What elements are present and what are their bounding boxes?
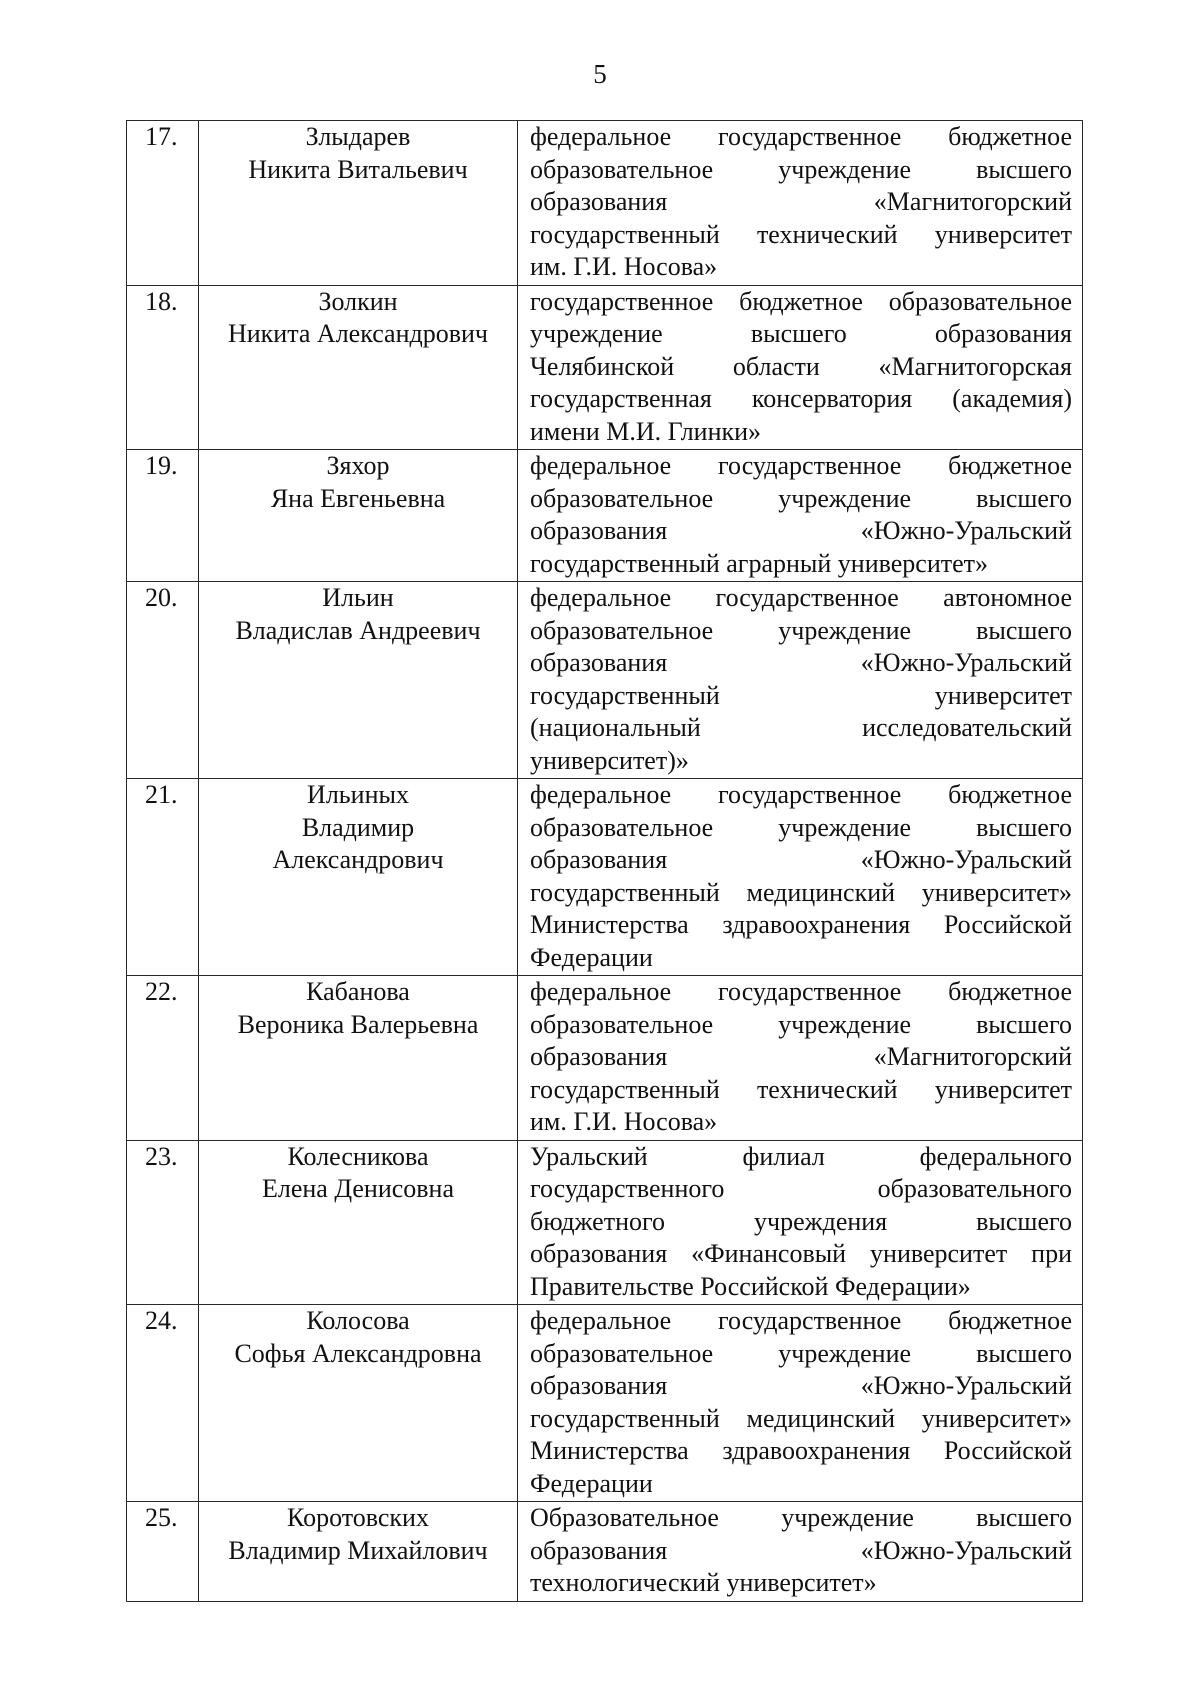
organization-line: государственная консерватория (академия) xyxy=(530,384,1072,413)
roster-table xyxy=(126,120,1083,1602)
organization-line: образования «Южно-Уральский xyxy=(530,845,1072,874)
person-name-cell xyxy=(199,779,518,976)
table-row xyxy=(127,450,1083,582)
organization-line: государственный медицинский университет» xyxy=(530,877,1072,907)
person-name-cell xyxy=(199,285,518,450)
person-name-line: Кабанова xyxy=(306,977,410,1006)
organization-line: Министерства здравоохранения Российской xyxy=(530,1436,1072,1465)
page-number: 5 xyxy=(593,59,607,89)
organization-cell xyxy=(518,976,1083,1141)
row-number: 25. xyxy=(127,1502,199,1602)
organization-cell xyxy=(518,285,1083,450)
organization-line: технологический университет» xyxy=(530,1568,877,1597)
person-name-line: Александрович xyxy=(272,845,444,874)
row-number: 17. xyxy=(127,121,199,286)
organization-line: учреждение высшего образования xyxy=(530,319,1072,348)
row-number: 24. xyxy=(127,1305,199,1502)
organization-line: федеральное государственное бюджетное xyxy=(530,451,1072,480)
person-name-line: Колесникова xyxy=(287,1141,429,1171)
organization-line: Челябинской области «Магнитогорская xyxy=(530,351,1072,381)
organization-cell xyxy=(518,121,1083,286)
organization-line: образовательное учреждение высшего xyxy=(530,615,1072,645)
organization-line: образовательное учреждение высшего xyxy=(530,154,1072,184)
organization-line: образовательное учреждение высшего xyxy=(530,1009,1072,1039)
person-name-line: Вероника Валерьевна xyxy=(237,1009,479,1039)
table-row xyxy=(127,1305,1083,1502)
person-name-cell xyxy=(199,1140,518,1305)
organization-line: Федерации xyxy=(530,942,653,972)
person-name-line: Владислав Андреевич xyxy=(235,615,481,645)
person-name-cell xyxy=(199,1305,518,1502)
person-name-line: Елена Денисовна xyxy=(261,1174,455,1203)
organization-line: государственный технический университет xyxy=(530,219,1072,249)
person-name-cell xyxy=(199,121,518,286)
person-name-line: Ильиных xyxy=(307,780,409,809)
organization-line: (национальный исследовательский xyxy=(530,713,1072,742)
organization-line: образовательное учреждение высшего xyxy=(530,1338,1072,1368)
person-name-line: Колосова xyxy=(306,1306,410,1335)
person-name-line: Золкин xyxy=(318,286,398,316)
organization-line: образования «Магнитогорский xyxy=(530,1042,1072,1071)
organization-line: Министерства здравоохранения Российской xyxy=(530,910,1072,939)
organization-line: образовательное учреждение высшего xyxy=(530,812,1072,842)
organization-line: образования «Южно-Уральский xyxy=(530,516,1072,545)
organization-line: образования «Южно-Уральский xyxy=(530,1535,1072,1565)
table-row xyxy=(127,582,1083,779)
organization-line: федеральное государственное бюджетное xyxy=(530,780,1072,809)
person-name-cell xyxy=(199,1502,518,1602)
organization-cell xyxy=(518,1140,1083,1305)
roster-body xyxy=(127,121,1083,1602)
organization-line: федеральное государственное бюджетное xyxy=(530,1306,1072,1335)
person-name-line: Владимир Михайлович xyxy=(228,1535,488,1565)
organization-line: образования «Южно-Уральский xyxy=(530,648,1072,677)
person-name-line: Зяхор xyxy=(326,451,390,480)
person-name-line: Владимир xyxy=(301,812,415,842)
row-number: 23. xyxy=(127,1140,199,1305)
organization-cell xyxy=(518,779,1083,976)
table-row xyxy=(127,976,1083,1141)
row-number: 18. xyxy=(127,285,199,450)
row-number: 21. xyxy=(127,779,199,976)
organization-line: образовательное учреждение высшего xyxy=(530,483,1072,513)
person-name-line: Злыдарев xyxy=(305,122,411,151)
organization-line: университет)» xyxy=(530,745,689,775)
organization-cell xyxy=(518,582,1083,779)
row-number: 22. xyxy=(127,976,199,1141)
organization-line: образования «Финансовый университет при xyxy=(530,1239,1072,1268)
person-name-cell xyxy=(199,976,518,1141)
organization-line: государственный медицинский университет» xyxy=(530,1403,1072,1433)
organization-line: государственный университет xyxy=(530,680,1072,710)
organization-cell xyxy=(518,450,1083,582)
organization-line: государственный технический университет xyxy=(530,1074,1072,1104)
person-name-line: Софья Александровна xyxy=(234,1338,482,1368)
organization-line: им. Г.И. Носова» xyxy=(530,252,718,281)
person-name-line: Никита Витальевич xyxy=(248,154,468,184)
person-name-line: Ильин xyxy=(322,583,394,612)
organization-line: государственное бюджетное образовательное xyxy=(530,286,1072,316)
table-row xyxy=(127,779,1083,976)
table-row xyxy=(127,285,1083,450)
organization-line: федеральное государственное бюджетное xyxy=(530,977,1072,1006)
organization-cell xyxy=(518,1305,1083,1502)
organization-line: федеральное государственное бюджетное xyxy=(530,122,1072,151)
organization-line: имени М.И. Глинки» xyxy=(530,416,762,446)
person-name-line: Никита Александрович xyxy=(227,319,489,348)
table-row xyxy=(127,1140,1083,1305)
person-name-cell xyxy=(199,582,518,779)
organization-line: образования «Южно-Уральский xyxy=(530,1371,1072,1400)
organization-line: образования «Магнитогорский xyxy=(530,187,1072,216)
table-row xyxy=(127,121,1083,286)
organization-line: федеральное государственное автономное xyxy=(530,583,1072,612)
organization-line: государственный аграрный университет» xyxy=(530,548,989,578)
row-number: 20. xyxy=(127,582,199,779)
row-number: 19. xyxy=(127,450,199,582)
person-name-line: Коротовских xyxy=(287,1503,429,1532)
person-name-cell xyxy=(199,450,518,582)
organization-line: Уральский филиал федерального xyxy=(530,1141,1072,1171)
organization-line: Правительстве Российской Федерации» xyxy=(530,1271,971,1301)
organization-cell xyxy=(518,1502,1083,1602)
organization-line: им. Г.И. Носова» xyxy=(530,1107,718,1136)
person-name-line: Яна Евгеньевна xyxy=(270,483,446,513)
organization-line: государственного образовательного xyxy=(530,1174,1072,1203)
organization-line: бюджетного учреждения высшего xyxy=(530,1206,1072,1236)
organization-line: Федерации xyxy=(530,1468,653,1498)
organization-line: Образовательное учреждение высшего xyxy=(530,1503,1072,1532)
table-row xyxy=(127,1502,1083,1602)
